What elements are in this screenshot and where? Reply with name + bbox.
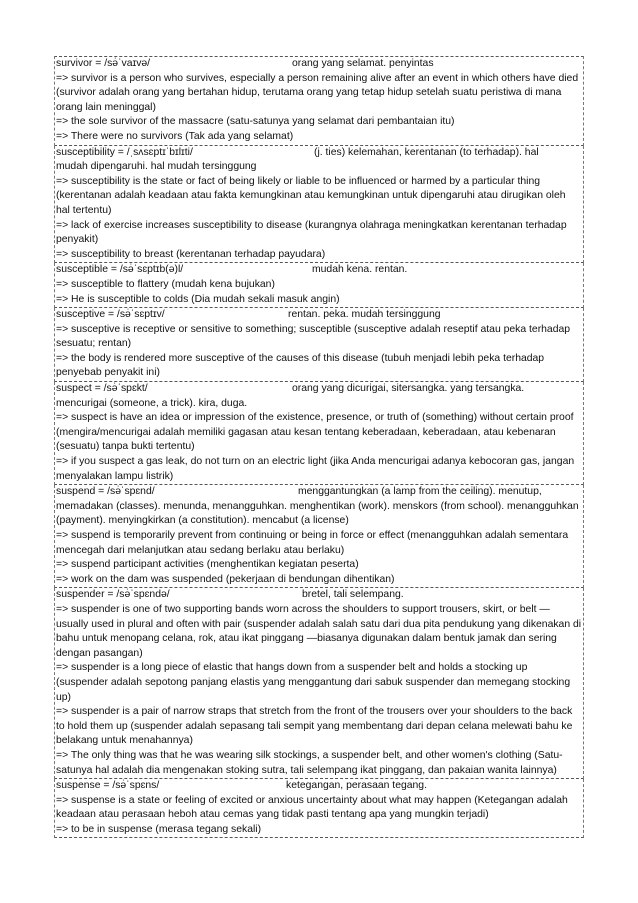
entry-line: => suspender is a long piece of elastic that hangs down from a suspender belt and holds a stocking up (suspender adalah sepotong panjang elastis yang menggantung dari sabuk suspender dan memegang stocking up) <box>56 662 571 703</box>
entry-headline <box>56 146 582 161</box>
entry-term: susceptibility = /ˌsʌsɛptɪˈbɪlɪti/ <box>56 146 193 158</box>
entry-term: suspense = /sə̇ˈspɛns/ <box>56 780 160 792</box>
entry-term: survivor = /sə̇ˈvaɪvə/ <box>56 58 151 69</box>
entry-term: susceptive = /sə̇ˈsɛptɪv/ <box>56 309 165 321</box>
entry-line: => suspect is have an idea or impression of the existence, presence, or truth of (something) without certain proof (mengira/mencurigai adalah memiliki gagasan atau kesan tentang keberadaan, keberadaan, atau kebenaran (sesuatu) tanpa bukti tertentu) <box>56 412 574 453</box>
entry-line: => if you suspect a gas leak, do not turn on an electric light (jika Anda mencurigai adanya kebocoran gas, jangan menyalakan lampu listrik) <box>56 456 575 482</box>
entry-line: => the sole survivor of the massacre (satu-satunya yang selamat dari pembantaian itu) <box>56 116 455 128</box>
entry-headline <box>56 308 582 323</box>
entry-line: => The only thing was that he was wearing silk stockings, a suspender belt, and other women's clothing (Satu-satunya hal adalah dia mengenakan stoking sutra, tali selempang ikat pinggang, dan pakaian wanita lainnya) <box>56 749 563 776</box>
entry-line: mudah dipengaruhi. hal mudah tersinggung <box>56 161 257 173</box>
entry-term: suspect = /sə̇ˈspɛkt/ <box>56 383 148 395</box>
dictionary-entry <box>54 56 584 146</box>
dictionary-entry <box>54 779 584 838</box>
entry-meaning: bretel, tali selempang. <box>302 589 404 601</box>
entry-meaning: mudah kena. rentan. <box>312 264 408 276</box>
entry-line: => susceptive is receptive or sensitive to something; susceptible (susceptive adalah reseptif atau peka terhadap sesuatu; rentan) <box>56 323 571 350</box>
entry-line: => suspender is a pair of narrow straps that stretch from the front of the trousers over your shoulders to the back to hold them up (suspender adalah sepasang tali sempit yang membentang dari depan celana melewati bahu ke belakang untuk menahannya) <box>56 706 573 747</box>
entry-line: => work on the dam was suspended (pekerjaan di bendungan dihentikan) <box>56 573 395 585</box>
entry-headline <box>56 588 582 603</box>
entry-line: => suspense is a state or feeling of excited or anxious uncertainty about what may happen (Ketegangan adalah keadaan atau perasaan heboh atau cemas yang tidak pasti tentang apa yang mungkin terjadi) <box>56 794 568 821</box>
entry-headline <box>56 779 582 794</box>
entry-line: => There were no survivors (Tak ada yang selamat) <box>56 130 294 142</box>
entry-meaning: (j. ties) kelemahan, kerentanan (to terhadap). hal <box>314 146 539 158</box>
entry-meaning: orang yang selamat. penyintas <box>292 58 434 69</box>
entry-line: => suspender is one of two supporting bands worn across the shoulders to support trousers, skirt, or belt —usually used in plural and often with pair (suspender adalah salah satu dari dua pita pendukung yang dikenakan di bahu untuk menopang celana, rok, atau ikat pinggang —biasanya digunakan dalam bentuk jamak dan sering dengan pasangan) <box>56 603 582 659</box>
entry-line: => susceptibility is the state or fact of being likely or liable to be influenced or harmed by a particular thing (kerentanan adalah keadaan atau fakta kemungkinan atau kemungkinan untuk dipengaruhi atau dirugikan oleh hal tertentu) <box>56 175 566 216</box>
entry-line: mencurigai (someone, a trick). kira, duga. <box>56 397 248 409</box>
entry-line: => susceptible to flattery (mudah kena bujukan) <box>56 278 275 290</box>
entry-headline <box>56 382 582 397</box>
entry-headline <box>56 57 582 72</box>
dictionary-entry <box>54 485 584 588</box>
entry-headline <box>56 485 582 500</box>
entry-line: => survivor is a person who survives, especially a person remaining alive after an event in which others have died (survivor adalah orang yang bertahan hidup, terutama orang yang tetap hidup setelah suatu peristiwa di mana orang lain meninggal) <box>56 72 579 113</box>
entry-line: => lack of exercise increases susceptibility to disease (kurangnya olahraga meningkatkan kerentanan terhadap penyakit) <box>56 219 567 246</box>
entry-meaning: menggantungkan (a lamp from the ceiling). menutup, <box>298 486 542 498</box>
entry-line: => He is susceptible to colds (Dia mudah sekali masuk angin) <box>56 293 340 305</box>
entry-line: => to be in suspense (merasa tegang sekali) <box>56 823 262 835</box>
entry-line: => susceptibility to breast (kerentanan terhadap payudara) <box>56 248 326 260</box>
entry-meaning: ketegangan, perasaan tegang. <box>286 780 427 792</box>
dictionary-entry <box>54 263 584 308</box>
entry-line: memadakan (classes). menunda, menangguhkan. menghentikan (work). menskors (from school). menangguhkan (payment). menyingkirkan (a constitution). mencabut (a license) <box>56 500 579 527</box>
entry-meaning: rentan. peka. mudah tersinggung <box>288 309 441 321</box>
dictionary-entry <box>54 308 584 382</box>
entry-term: suspender = /sə̇ˈspɛndə/ <box>56 589 170 601</box>
dictionary-entry <box>54 146 584 264</box>
entry-line: => suspend participant activities (menghentikan kegiatan peserta) <box>56 559 359 571</box>
dictionary-entry <box>54 588 584 779</box>
entry-line: => suspend is temporarily prevent from continuing or being in force or effect (menangguhkan adalah sementara mencegah dari melanjutkan atau sedang berlaku atau berlaku) <box>56 530 569 556</box>
entry-line: => the body is rendered more susceptive of the causes of this disease (tubuh menjadi lebih peka terhadap penyebab penyakit ini) <box>56 352 545 379</box>
dictionary-entry <box>54 382 584 485</box>
entry-term: suspend = /sə̇ˈspɛnd/ <box>56 486 155 498</box>
entry-term: susceptible = /sə̇ˈsɛptɪb(ə)l/ <box>56 264 184 276</box>
entry-meaning: orang yang dicurigai, sitersangka. yang tersangka. <box>292 383 525 395</box>
entry-headline <box>56 263 582 278</box>
dictionary-page <box>54 56 584 838</box>
